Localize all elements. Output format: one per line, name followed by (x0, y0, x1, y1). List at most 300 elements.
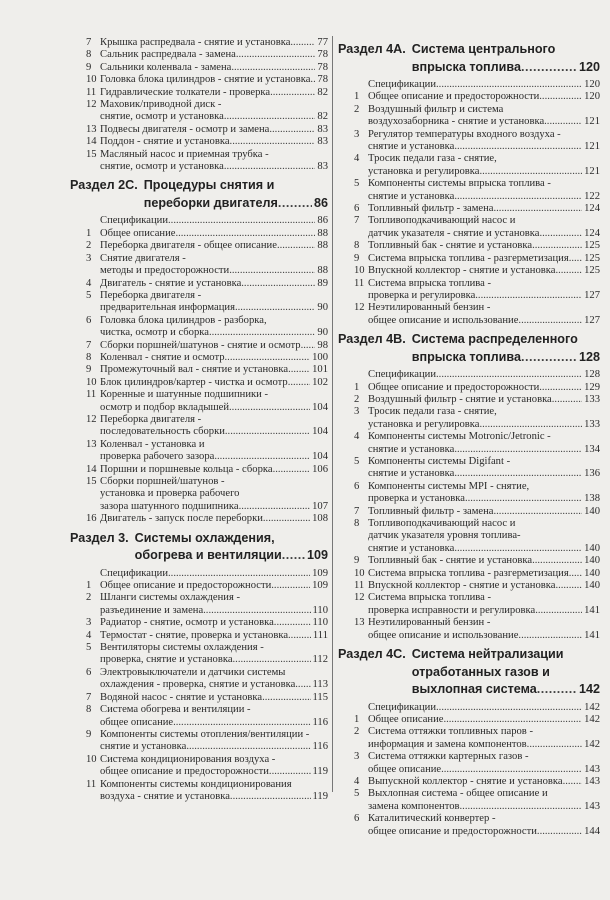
entry-number: 8 (86, 351, 92, 363)
dot-leader (209, 327, 315, 339)
dot-leader (555, 265, 582, 277)
toc-entry (70, 592, 328, 617)
section-title-text: Система центрального (411, 42, 556, 56)
toc-entry (338, 788, 600, 813)
entry-title: Система обогрева и вентиляции - (100, 704, 251, 716)
entry-body (368, 751, 600, 776)
dot-leader (532, 240, 582, 252)
entry-title: Впускной коллектор - снятие и установка (368, 580, 556, 592)
entry-title: Сальники коленвала - замена (100, 61, 232, 73)
entry-number: 6 (354, 203, 360, 215)
toc-entry (338, 568, 600, 580)
entry-page-number: 78 (317, 74, 328, 86)
entry-title: Спецификации (100, 567, 169, 579)
entry-body (368, 568, 600, 580)
entry-number: 2 (354, 393, 360, 405)
entry-page-number: 78 (317, 49, 328, 61)
entry-page-number: 89 (317, 277, 328, 289)
dot-leader (230, 136, 316, 148)
entry-body (368, 456, 600, 481)
entry-body (368, 153, 600, 178)
entry-body (100, 149, 328, 174)
entry-title: Компоненты системы кондиционирования (100, 778, 292, 790)
entry-title: Шланги системы охлаждения - (100, 592, 240, 604)
dot-leader (465, 493, 582, 505)
toc-entry (338, 278, 600, 303)
entry-title: воздуха - снятие и установка (100, 790, 230, 802)
entry-body (368, 431, 600, 456)
entry-title: Вентиляторы системы охлаждения - (100, 642, 264, 654)
entry-page-number: 104 (312, 426, 328, 438)
entry-line (100, 568, 328, 580)
dot-leader (537, 826, 582, 838)
section-title-text: обогрева и вентиляции (134, 548, 282, 563)
entry-title: Масляный насос и приемная трубка - (100, 148, 269, 160)
column-divider (332, 36, 333, 792)
entry-line (100, 642, 328, 654)
dot-leader (301, 340, 316, 352)
entry-line (100, 340, 328, 352)
entry-page-number: 113 (312, 679, 328, 691)
section-title-line (70, 195, 328, 213)
dot-leader (214, 451, 310, 463)
entry-title: общее описание и использование (368, 314, 519, 326)
entry-line (368, 116, 600, 128)
toc-entry (70, 568, 328, 580)
entry-number: 3 (354, 128, 360, 140)
section-title-line (70, 547, 328, 565)
entry-line (368, 726, 600, 738)
section-label: Раздел 4А. (338, 42, 406, 56)
entry-page-number: 142 (584, 701, 600, 713)
dot-leader (288, 630, 311, 642)
entry-page-number: 129 (584, 381, 600, 393)
entry-line (368, 580, 600, 592)
entry-line (100, 704, 328, 716)
section-label: Раздел 2С. (70, 178, 138, 193)
entry-number: 2 (354, 726, 360, 738)
entry-number: 3 (354, 751, 360, 763)
entry-number (354, 369, 368, 381)
entry-line (368, 369, 600, 381)
dot-leader (539, 91, 582, 103)
entry-title: Компоненты системы MPI - снятие, (368, 480, 530, 492)
entry-body (100, 729, 328, 754)
toc-entry (70, 630, 328, 642)
entry-line (100, 240, 328, 252)
entry-page-number: 124 (584, 227, 600, 239)
entry-page-number: 125 (584, 252, 600, 264)
entry-body (368, 302, 600, 327)
entry-title: Система впрыска топлива - разгерметизация (368, 567, 569, 579)
entry-page-number: 143 (584, 800, 600, 812)
toc-entry (70, 352, 328, 364)
entry-title: снятие и установка (368, 190, 455, 202)
toc-entry (338, 104, 600, 129)
entry-page-number: 109 (312, 580, 328, 592)
entry-page-number: 90 (317, 302, 328, 314)
section-page-number: 142 (578, 682, 600, 697)
entry-title: Спецификации (100, 215, 169, 227)
dot-leader (231, 62, 315, 74)
entry-page-number: 107 (312, 500, 328, 512)
entry-title: общее описание (100, 716, 174, 728)
entry-title: Сборки поршней/шатунов - снятие и осмотр (100, 339, 301, 351)
entry-body (368, 278, 600, 303)
toc-entry (70, 414, 328, 439)
entry-number: 3 (86, 617, 92, 629)
entry-line (368, 813, 600, 825)
entry-line (368, 79, 600, 91)
entry-page-number: 120 (584, 79, 600, 90)
toc-left-column (70, 37, 328, 803)
entry-page-number: 101 (312, 364, 328, 376)
entry-number: 1 (354, 91, 360, 103)
entry-title: Топливоподкачивающий насос и (368, 215, 516, 227)
entry-number (86, 568, 100, 580)
entry-line (100, 513, 328, 525)
entry-number: 2 (86, 240, 92, 252)
entry-title: чистка, осмотр и сборка (100, 327, 209, 339)
entry-line (100, 402, 328, 414)
entry-title: общее описание и предосторожности (100, 766, 269, 778)
entry-page-number: 144 (584, 825, 600, 837)
dot-leader (569, 568, 582, 580)
section-title-line (338, 681, 600, 699)
toc-entry (70, 37, 328, 49)
entry-body (100, 704, 328, 729)
toc-entry (70, 439, 328, 464)
section-title-text: отработанных газов и (411, 664, 550, 679)
entry-line (368, 290, 600, 302)
entry-line (368, 394, 600, 406)
toc-entry (70, 253, 328, 278)
entry-number: 2 (86, 592, 92, 604)
toc-entry (70, 215, 328, 227)
toc-entry (70, 779, 328, 804)
entry-page-number: 111 (312, 629, 328, 641)
entry-line (100, 779, 328, 791)
entry-page-number: 125 (584, 240, 600, 252)
entry-body (368, 776, 600, 788)
entry-page-number: 134 (584, 443, 600, 455)
entry-title: датчик указателя уровня топлива- (368, 530, 521, 542)
entry-body (100, 74, 328, 86)
entry-line (100, 501, 328, 513)
toc-entry (70, 617, 328, 629)
entry-number: 14 (86, 463, 97, 475)
entry-number: 7 (86, 339, 92, 351)
entry-title: Радиатор - снятие, осмотр и установка (100, 617, 274, 629)
toc-entry (70, 278, 328, 290)
entry-body (100, 253, 328, 278)
entry-page-number: 90 (317, 327, 328, 339)
entry-line (100, 302, 328, 314)
entry-page-number: 110 (312, 617, 328, 629)
entry-title: Коренные и шатунные подшипники - (100, 389, 269, 401)
toc-entry (70, 240, 328, 252)
entry-body (368, 394, 600, 406)
entry-line (368, 129, 600, 141)
section-title-text: Системы охлаждения, (134, 530, 275, 545)
entry-title: Топливный бак - снятие и установка (368, 555, 533, 567)
dot-leader (521, 59, 577, 77)
entry-page-number: 140 (584, 580, 600, 592)
dot-leader (460, 801, 583, 813)
entry-line (100, 136, 328, 148)
entry-line (100, 692, 328, 704)
dot-leader (295, 679, 310, 691)
entry-title: Поддон - снятие и установка (100, 136, 230, 148)
entry-page-number: 83 (317, 136, 328, 148)
entry-body (368, 580, 600, 592)
entry-title: Коленвал - установка и (100, 438, 205, 450)
entry-body (368, 518, 600, 555)
entry-line (368, 253, 600, 265)
entry-line (368, 191, 600, 203)
section-heading (338, 646, 600, 699)
section-heading (70, 177, 328, 212)
entry-body (100, 389, 328, 414)
entry-number: 10 (86, 74, 97, 86)
entry-title: Гидравлические толкатели - проверка (100, 86, 271, 98)
entry-title: Система впрыска топлива - разгерметизация (368, 252, 569, 264)
entry-title: снятие и установка (368, 141, 455, 153)
entry-title: Неэтилированный бензин - (368, 617, 491, 629)
toc-entry (338, 203, 600, 215)
entry-number: 6 (86, 666, 92, 678)
entry-line (368, 481, 600, 493)
entry-body (100, 364, 328, 376)
entry-body (368, 481, 600, 506)
entry-line (368, 468, 600, 480)
dot-leader (235, 302, 315, 314)
entry-title: последовательность сборки (100, 426, 225, 438)
dot-leader (569, 253, 582, 265)
entry-body (100, 568, 328, 580)
toc-entry (338, 382, 600, 394)
toc-entry (338, 129, 600, 154)
entry-page-number: 142 (584, 738, 600, 750)
entry-body (368, 506, 600, 518)
entry-title: Регулятор температуры входного воздуха - (368, 128, 561, 140)
toc-entry (338, 91, 600, 103)
entry-title: проверка и регулировка (368, 289, 476, 301)
entry-line (368, 739, 600, 751)
dot-leader (454, 468, 582, 480)
entry-page-number: 133 (584, 418, 600, 430)
entry-title: Сборки поршней/шатунов - (100, 476, 225, 487)
dot-leader (443, 714, 582, 726)
dot-leader (494, 203, 583, 215)
entry-page-number: 82 (317, 111, 328, 123)
toc-entry (70, 377, 328, 389)
entry-line (100, 265, 328, 277)
toc-entry (338, 456, 600, 481)
entry-page-number: 83 (317, 123, 328, 135)
entry-line (100, 439, 328, 451)
dot-leader (454, 444, 582, 456)
entry-line (368, 406, 600, 418)
entry-body (100, 49, 328, 61)
dot-leader (229, 402, 310, 414)
entry-line (368, 801, 600, 813)
entry-title: Спецификации (368, 369, 437, 381)
entry-body (100, 692, 328, 704)
entry-title: Система оттяжки картерных газов - (368, 751, 529, 763)
section-title-line (338, 646, 600, 664)
entry-body (100, 414, 328, 439)
entry-body (100, 779, 328, 804)
entry-line (100, 74, 328, 86)
entry-title: охлаждения - проверка, снятие и установка (100, 679, 296, 691)
entry-line (100, 791, 328, 803)
toc-entry (70, 290, 328, 315)
entry-number: 15 (86, 148, 97, 160)
toc-entry (70, 464, 328, 476)
toc-entry (70, 476, 328, 513)
entry-title: Топливный фильтр - замена (368, 505, 494, 517)
toc-entry (338, 153, 600, 178)
entry-number: 4 (354, 776, 360, 787)
entry-body (368, 104, 600, 129)
entry-line (100, 315, 328, 327)
entry-line (368, 382, 600, 394)
entry-title: Общее описание и предосторожности (100, 580, 272, 592)
dot-leader (454, 141, 582, 153)
toc-entry (338, 580, 600, 592)
entry-line (368, 630, 600, 642)
entry-line (100, 766, 328, 778)
entry-number: 9 (354, 252, 360, 264)
dot-leader (288, 364, 310, 376)
entry-number: 5 (354, 455, 360, 467)
dot-leader (273, 464, 311, 476)
dot-leader (521, 349, 577, 367)
entry-title: Спецификации (368, 701, 437, 713)
entry-title: проверка исправности и регулировка (368, 604, 536, 616)
entry-number: 4 (354, 153, 360, 165)
entry-title: Маховик/приводной диск - (100, 99, 222, 111)
entry-number: 5 (86, 289, 92, 301)
section-title-text: впрыска топлива (411, 59, 521, 74)
entry-number: 8 (354, 240, 360, 252)
entry-number: 1 (86, 227, 92, 239)
entry-line (368, 555, 600, 567)
entry-number: 7 (354, 505, 360, 517)
dot-leader (225, 426, 310, 438)
entry-title: Общее описание (100, 227, 176, 239)
entry-number: 9 (354, 555, 360, 567)
toc-entry (338, 178, 600, 203)
entry-body (368, 555, 600, 567)
section-title-text: Система нейтрализации (411, 647, 564, 662)
entry-line (100, 124, 328, 136)
entry-title: Головка блока цилиндров - разборка, (100, 314, 267, 326)
entry-body (368, 617, 600, 642)
toc-entry (70, 667, 328, 692)
dot-leader (552, 394, 582, 406)
dot-leader (288, 377, 310, 389)
entry-title: Компоненты системы Digifant - (368, 455, 511, 467)
entry-line (100, 717, 328, 729)
toc-entry (70, 228, 328, 240)
entry-title: Система кондиционирования воздуха - (100, 753, 276, 765)
entry-title: Каталитический конвертер - (368, 813, 496, 825)
entry-page-number: 88 (317, 240, 328, 252)
section-label: Раздел 3. (70, 530, 129, 545)
entry-page-number: 140 (584, 542, 600, 554)
toc-entry (70, 389, 328, 414)
entry-number: 12 (86, 99, 97, 111)
entry-line (368, 788, 600, 800)
entry-title: Выпускной коллектор - снятие и установка (368, 776, 563, 787)
entry-page-number: 119 (312, 790, 328, 802)
toc-entry (338, 215, 600, 240)
entry-line (100, 149, 328, 161)
entry-page-number: 98 (317, 339, 328, 351)
entry-line (100, 476, 328, 488)
entry-body (100, 87, 328, 99)
entry-page-number: 78 (317, 61, 328, 73)
section-title-text: Система распределенного (411, 332, 578, 347)
toc-entry (70, 729, 328, 754)
toc-entry (70, 642, 328, 667)
dot-leader (270, 87, 315, 99)
entry-body (100, 476, 328, 513)
entry-page-number: 104 (312, 401, 328, 413)
entry-line (368, 141, 600, 153)
entry-number: 12 (354, 592, 365, 604)
dot-leader (436, 369, 582, 381)
dot-leader (539, 382, 582, 394)
section-title-line (70, 530, 328, 548)
entry-number (354, 79, 368, 91)
dot-leader (236, 49, 316, 61)
entry-title: Термостат - снятие, проверка и установка (100, 629, 289, 641)
entry-line (368, 419, 600, 431)
section-page-number: 128 (578, 349, 600, 364)
entry-number: 14 (86, 136, 97, 148)
entry-number: 5 (354, 178, 360, 190)
entry-title: Спецификации (368, 79, 437, 90)
entry-line (368, 104, 600, 116)
toc-entry (338, 302, 600, 327)
entry-body (100, 580, 328, 592)
entry-page-number: 83 (317, 161, 328, 173)
entry-page-number: 88 (317, 265, 328, 277)
entry-number: 13 (354, 617, 365, 629)
dot-leader (239, 501, 311, 513)
toc-entry (338, 714, 600, 726)
entry-title: Топливный бак - снятие и установка (368, 240, 533, 252)
entry-title: Воздушный фильтр и система (368, 103, 504, 115)
entry-title: проверка, снятие и установка (100, 654, 233, 666)
dot-leader (518, 630, 582, 642)
entry-body (100, 315, 328, 340)
entry-title: Электровыключатели и датчики системы (100, 666, 286, 678)
entry-title: методы и предосторожности (100, 265, 230, 277)
entry-page-number: 106 (312, 463, 328, 475)
entry-line (100, 667, 328, 679)
entry-number: 11 (86, 778, 97, 790)
entry-page-number: 104 (312, 451, 328, 463)
entry-body (100, 340, 328, 352)
toc-entry (338, 592, 600, 617)
toc-entry (70, 99, 328, 124)
entry-body (368, 406, 600, 431)
entry-line (100, 37, 328, 49)
